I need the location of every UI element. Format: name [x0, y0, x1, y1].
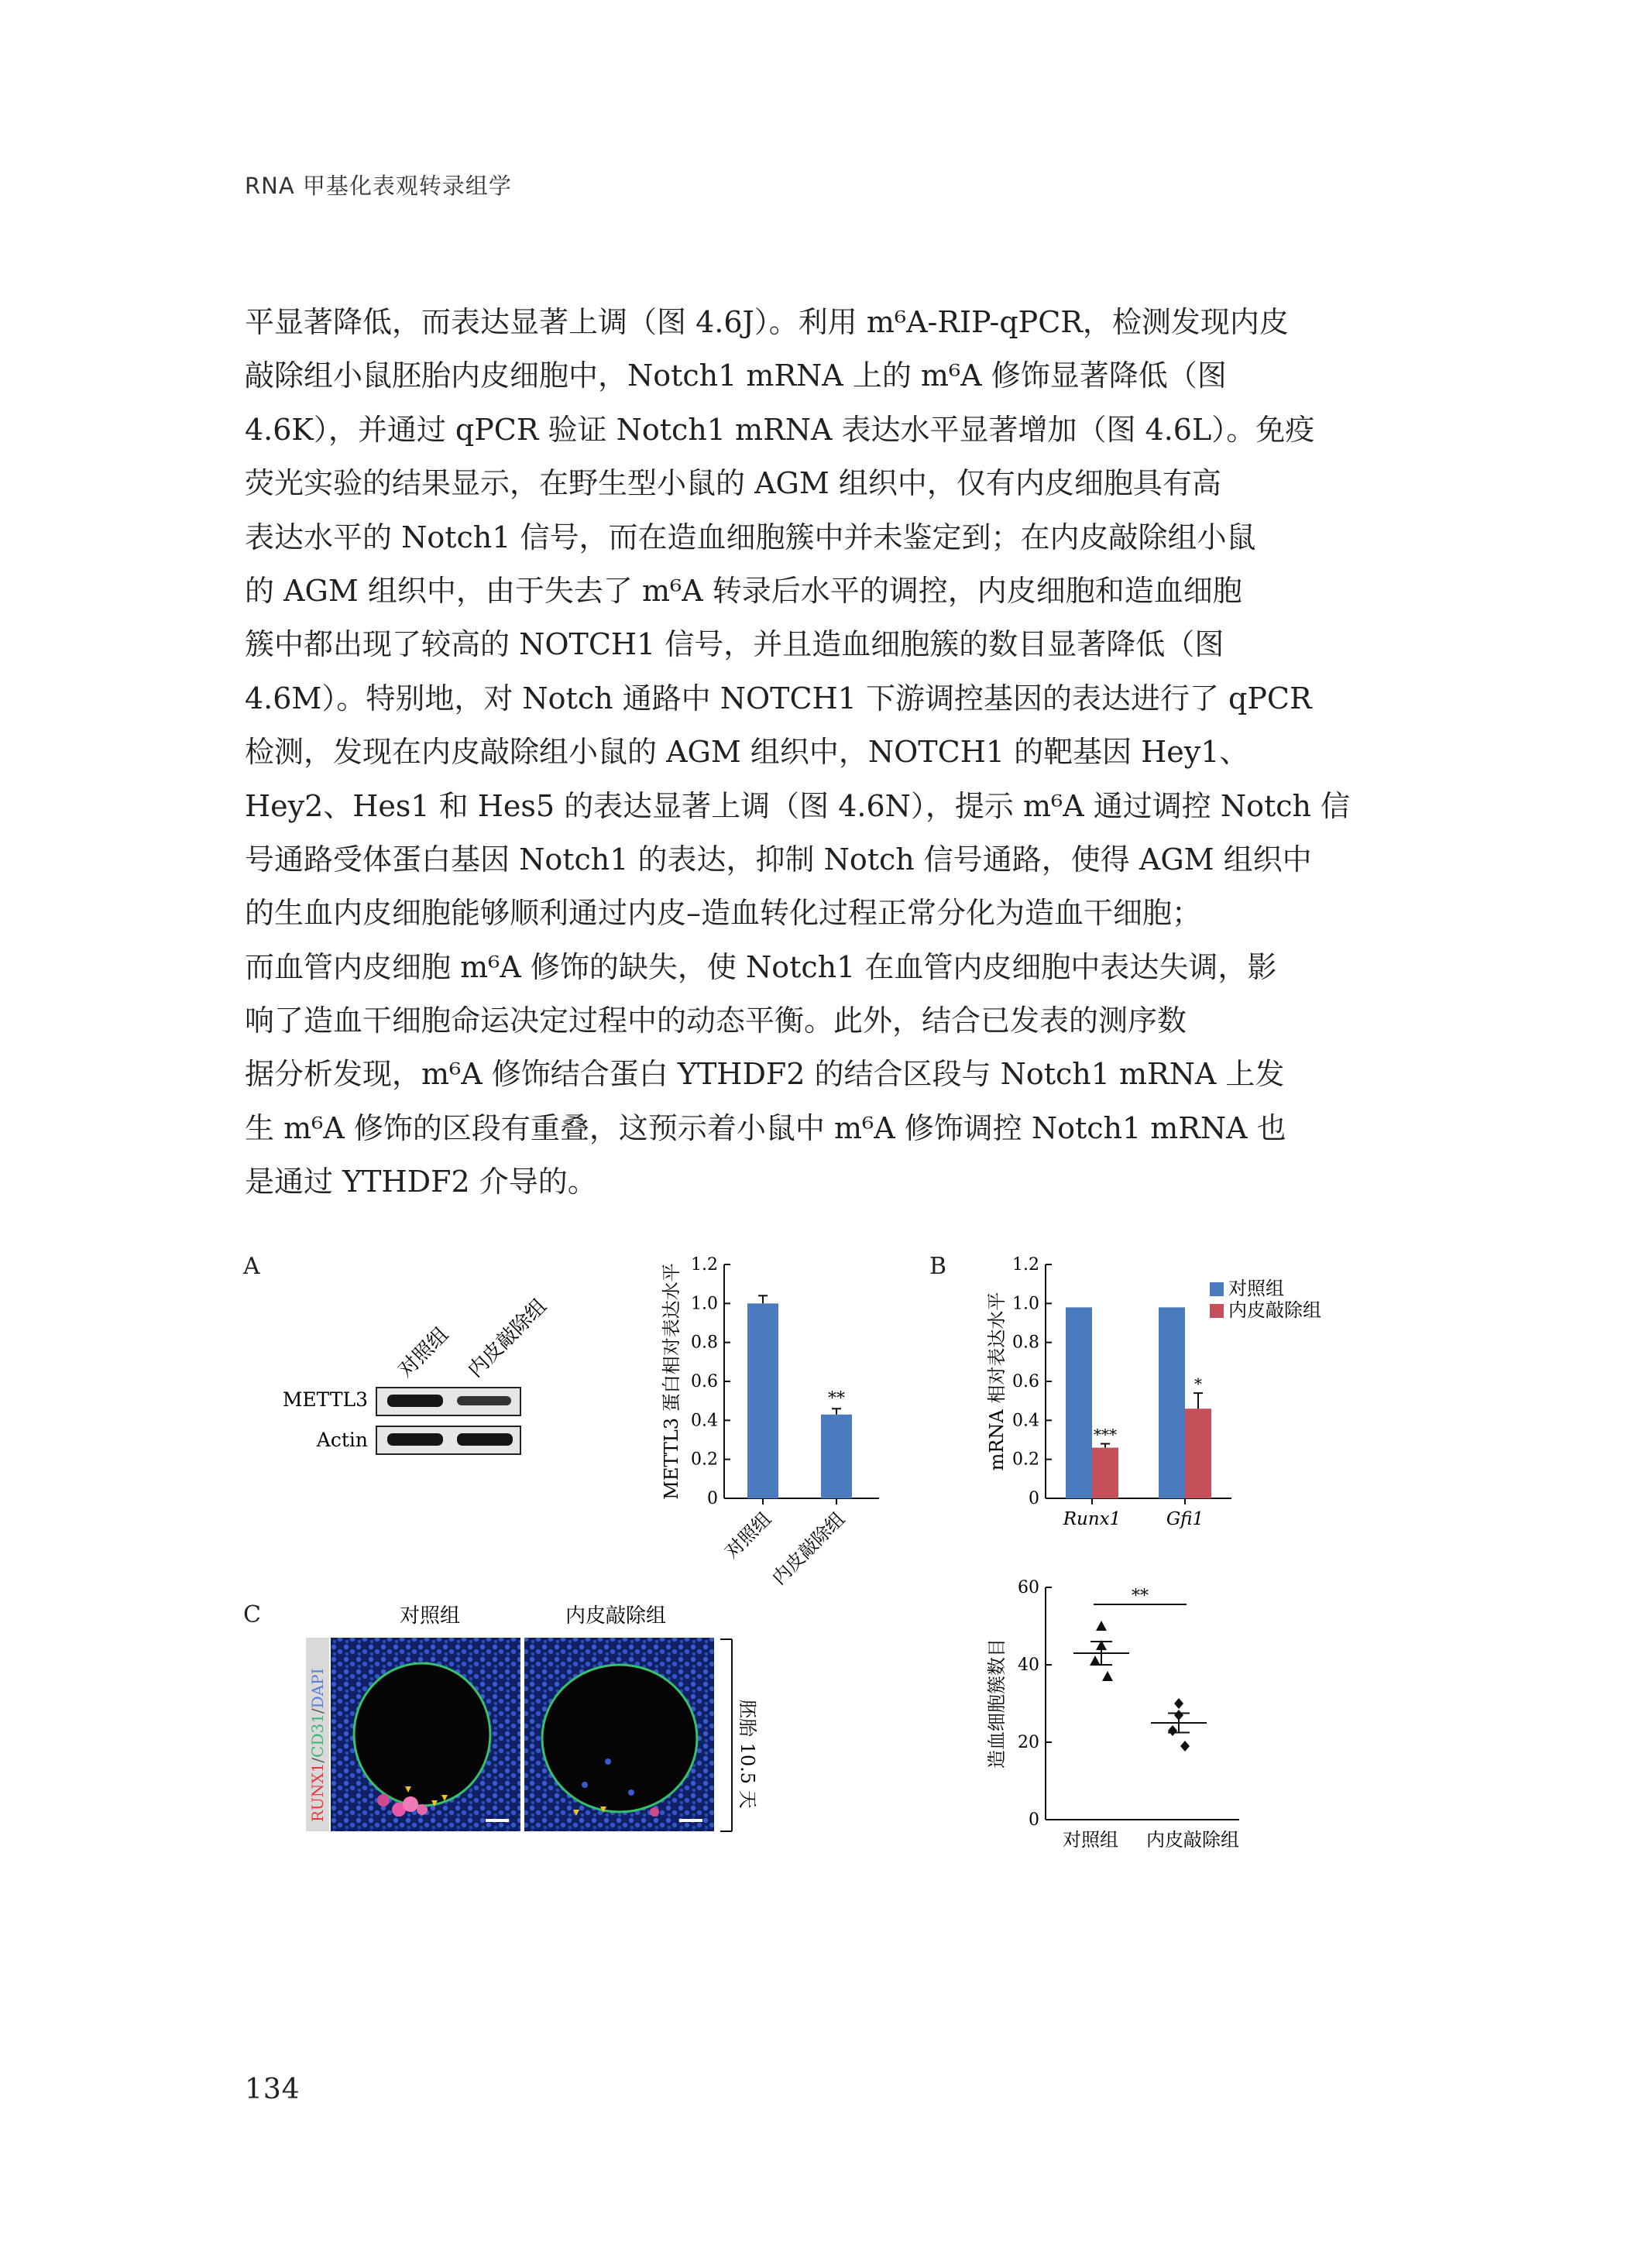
blot-row-label: METTL3	[282, 1388, 368, 1411]
text-line-content: 4.6M）。特别地，对 Notch 通路中 NOTCH1 下游调控基因的表达进行了 qPCR	[245, 681, 1312, 715]
blot-column-label: 对照组	[393, 1323, 454, 1382]
significance-label: ***	[1094, 1425, 1117, 1444]
data-point	[1168, 1725, 1177, 1736]
text-line	[245, 403, 1345, 457]
x-tick-label: 对照组	[1063, 1829, 1118, 1851]
y-tick-label: 0.8	[1012, 1333, 1039, 1353]
immunofluorescence-panel	[306, 1604, 758, 1835]
stage-bracket	[720, 1639, 732, 1831]
y-tick-label: 1.0	[691, 1294, 718, 1314]
text-line-content: 平显著降低，而表达显著上调（图 4.6J）。利用 m⁶A-RIP-qPCR，检测发现内皮	[245, 305, 1289, 339]
body-text	[245, 296, 1351, 1209]
text-line	[245, 618, 1345, 671]
text-line-content: 4.6K），并通过 qPCR 验证 Notch1 mRNA 表达水平显著增加（图 4.6L）。免疫	[245, 412, 1315, 447]
text-line	[245, 564, 1345, 618]
stain-label	[308, 1668, 327, 1822]
y-axis-label: mRNA 相对表达水平	[986, 1292, 1008, 1471]
stain-part-runx1: RUNX1	[308, 1762, 327, 1822]
x-tick-label: Gfi1	[1166, 1509, 1204, 1529]
text-line-content: 生 m⁶A 修饰的区段有重叠，这预示着小鼠中 m⁶A 修饰调控 Notch1 mRNA 也	[245, 1110, 1286, 1145]
text-line-content: 敲除组小鼠胚胎内皮细胞中，Notch1 mRNA 上的 m⁶A 修饰显著降低（图	[245, 359, 1227, 393]
y-tick-label: 0.6	[1012, 1372, 1039, 1391]
legend-swatch	[1210, 1304, 1224, 1318]
text-line-content: 是通过 YTHDF2 介导的。	[245, 1165, 597, 1199]
text-line-content: 荧光实验的结果显示，在野生型小鼠的 AGM 组织中，仅有内皮细胞具有高	[245, 466, 1221, 501]
blot-band	[457, 1433, 513, 1446]
bar	[1185, 1408, 1211, 1498]
bar	[747, 1303, 778, 1498]
text-line	[245, 994, 1345, 1048]
text-line	[245, 296, 1345, 349]
y-tick-label: 20	[1018, 1733, 1039, 1752]
stain-separator: /	[308, 1708, 327, 1714]
text-line-content: 据分析发现，m⁶A 修饰结合蛋白 YTHDF2 的结合区段与 Notch1 mRNA 上发	[245, 1057, 1285, 1092]
text-line	[245, 457, 1345, 510]
text-line	[245, 349, 1345, 403]
y-tick-label: 0.6	[691, 1372, 718, 1391]
image-label-control: 对照组	[399, 1604, 461, 1628]
mettl3-bar-chart	[643, 1231, 891, 1595]
western-blot	[271, 1270, 550, 1463]
text-line	[245, 1155, 1345, 1209]
blot-band	[387, 1395, 443, 1407]
text-line-content: 而血管内皮细胞 m⁶A 修饰的缺失，使 Notch1 在血管内皮细胞中表达失调，影	[245, 949, 1277, 984]
y-tick-label: 40	[1018, 1656, 1039, 1675]
running-head: RNA 甲基化表观转录组学	[245, 173, 512, 199]
y-tick-label: 0	[1029, 1810, 1039, 1830]
text-line-content: 响了造血干细胞命运决定过程中的动态平衡。此外，结合已发表的测序数	[245, 1004, 1187, 1038]
blot-band	[387, 1433, 443, 1446]
y-tick-label: 0.4	[691, 1411, 718, 1431]
text-line-content: 的生血内皮细胞能够顺利通过内皮–造血转化过程正常分化为造血干细胞；	[245, 896, 1202, 931]
text-line	[245, 941, 1345, 994]
stain-part-dapi: DAPI	[308, 1668, 327, 1709]
panel-c-letter: C	[243, 1601, 261, 1628]
y-tick-label: 1.0	[1012, 1294, 1039, 1314]
bar	[1092, 1448, 1118, 1498]
text-line	[245, 1048, 1345, 1101]
bar	[1159, 1307, 1185, 1498]
x-tick-label: 内皮敲除组	[768, 1508, 850, 1590]
text-line	[245, 833, 1345, 887]
significance-label: *	[1194, 1374, 1202, 1394]
mrna-bar-chart	[976, 1231, 1340, 1556]
legend-swatch	[1210, 1282, 1224, 1296]
significance-label: **	[1132, 1587, 1149, 1606]
text-line	[245, 511, 1345, 564]
text-line-content: 的 AGM 组织中，由于失去了 m⁶A 转录后水平的调控，内皮细胞和造血细胞	[245, 573, 1242, 608]
significance-label: **	[828, 1389, 845, 1409]
x-tick-label: 对照组	[720, 1508, 776, 1563]
stain-part-cd31: CD31	[308, 1714, 327, 1758]
knockout-image	[524, 1638, 714, 1831]
blot-column-label: 内皮敲除组	[463, 1294, 551, 1382]
y-axis-label: METTL3 蛋白相对表达水平	[661, 1263, 682, 1500]
bar	[1066, 1307, 1092, 1498]
text-line-content: 表达水平的 Notch1 信号，而在造血细胞簇中并未鉴定到；在内皮敲除组小鼠	[245, 520, 1256, 554]
legend-label: 对照组	[1228, 1278, 1284, 1299]
stage-label: 胚胎 10.5 天	[737, 1700, 758, 1809]
text-line	[245, 780, 1351, 833]
x-tick-label: Runx1	[1063, 1509, 1121, 1529]
control-image	[331, 1638, 520, 1831]
y-tick-label: 60	[1018, 1578, 1039, 1597]
blot-band	[457, 1396, 511, 1405]
image-label-knockout: 内皮敲除组	[565, 1604, 667, 1628]
cluster-count-scatter	[984, 1564, 1286, 1866]
text-line	[245, 672, 1345, 726]
stain-separator: /	[308, 1757, 327, 1763]
y-tick-label: 0.2	[691, 1450, 718, 1470]
bar	[821, 1415, 852, 1498]
blot-row-label: Actin	[316, 1429, 368, 1451]
panel-a-letter: A	[243, 1253, 260, 1280]
text-line	[245, 1102, 1345, 1155]
text-line-content: Hey2、Hes1 和 Hes5 的表达显著上调（图 4.6N），提示 m⁶A 通过调控 Notch 信	[245, 788, 1351, 823]
x-tick-label: 内皮敲除组	[1146, 1829, 1239, 1851]
text-line-content: 检测，发现在内皮敲除组小鼠的 AGM 组织中，NOTCH1 的靶基因 Hey1、	[245, 735, 1249, 770]
y-tick-label: 0	[1029, 1489, 1039, 1508]
y-tick-label: 0.2	[1012, 1450, 1039, 1470]
y-tick-label: 0.8	[691, 1333, 718, 1353]
y-tick-label: 0.4	[1012, 1411, 1039, 1431]
legend-label: 内皮敲除组	[1228, 1299, 1321, 1321]
text-line	[245, 726, 1345, 779]
data-point	[1174, 1698, 1183, 1709]
panel-b-letter: B	[929, 1253, 947, 1280]
page-number: 134	[245, 2074, 301, 2105]
data-point	[1102, 1671, 1113, 1681]
y-tick-label: 0	[707, 1489, 718, 1508]
y-tick-label: 1.2	[691, 1255, 718, 1275]
data-point	[1180, 1741, 1190, 1752]
y-axis-label: 造血细胞簇数目	[986, 1638, 1008, 1769]
y-tick-label: 1.2	[1012, 1255, 1039, 1275]
text-line	[245, 887, 1345, 940]
data-point	[1096, 1621, 1107, 1631]
text-line-content: 号通路受体蛋白基因 Notch1 的表达，抑制 Notch 信号通路，使得 AGM 组织中	[245, 842, 1312, 877]
text-line-content: 簇中都出现了较高的 NOTCH1 信号，并且造血细胞簇的数目显著降低（图	[245, 627, 1224, 662]
